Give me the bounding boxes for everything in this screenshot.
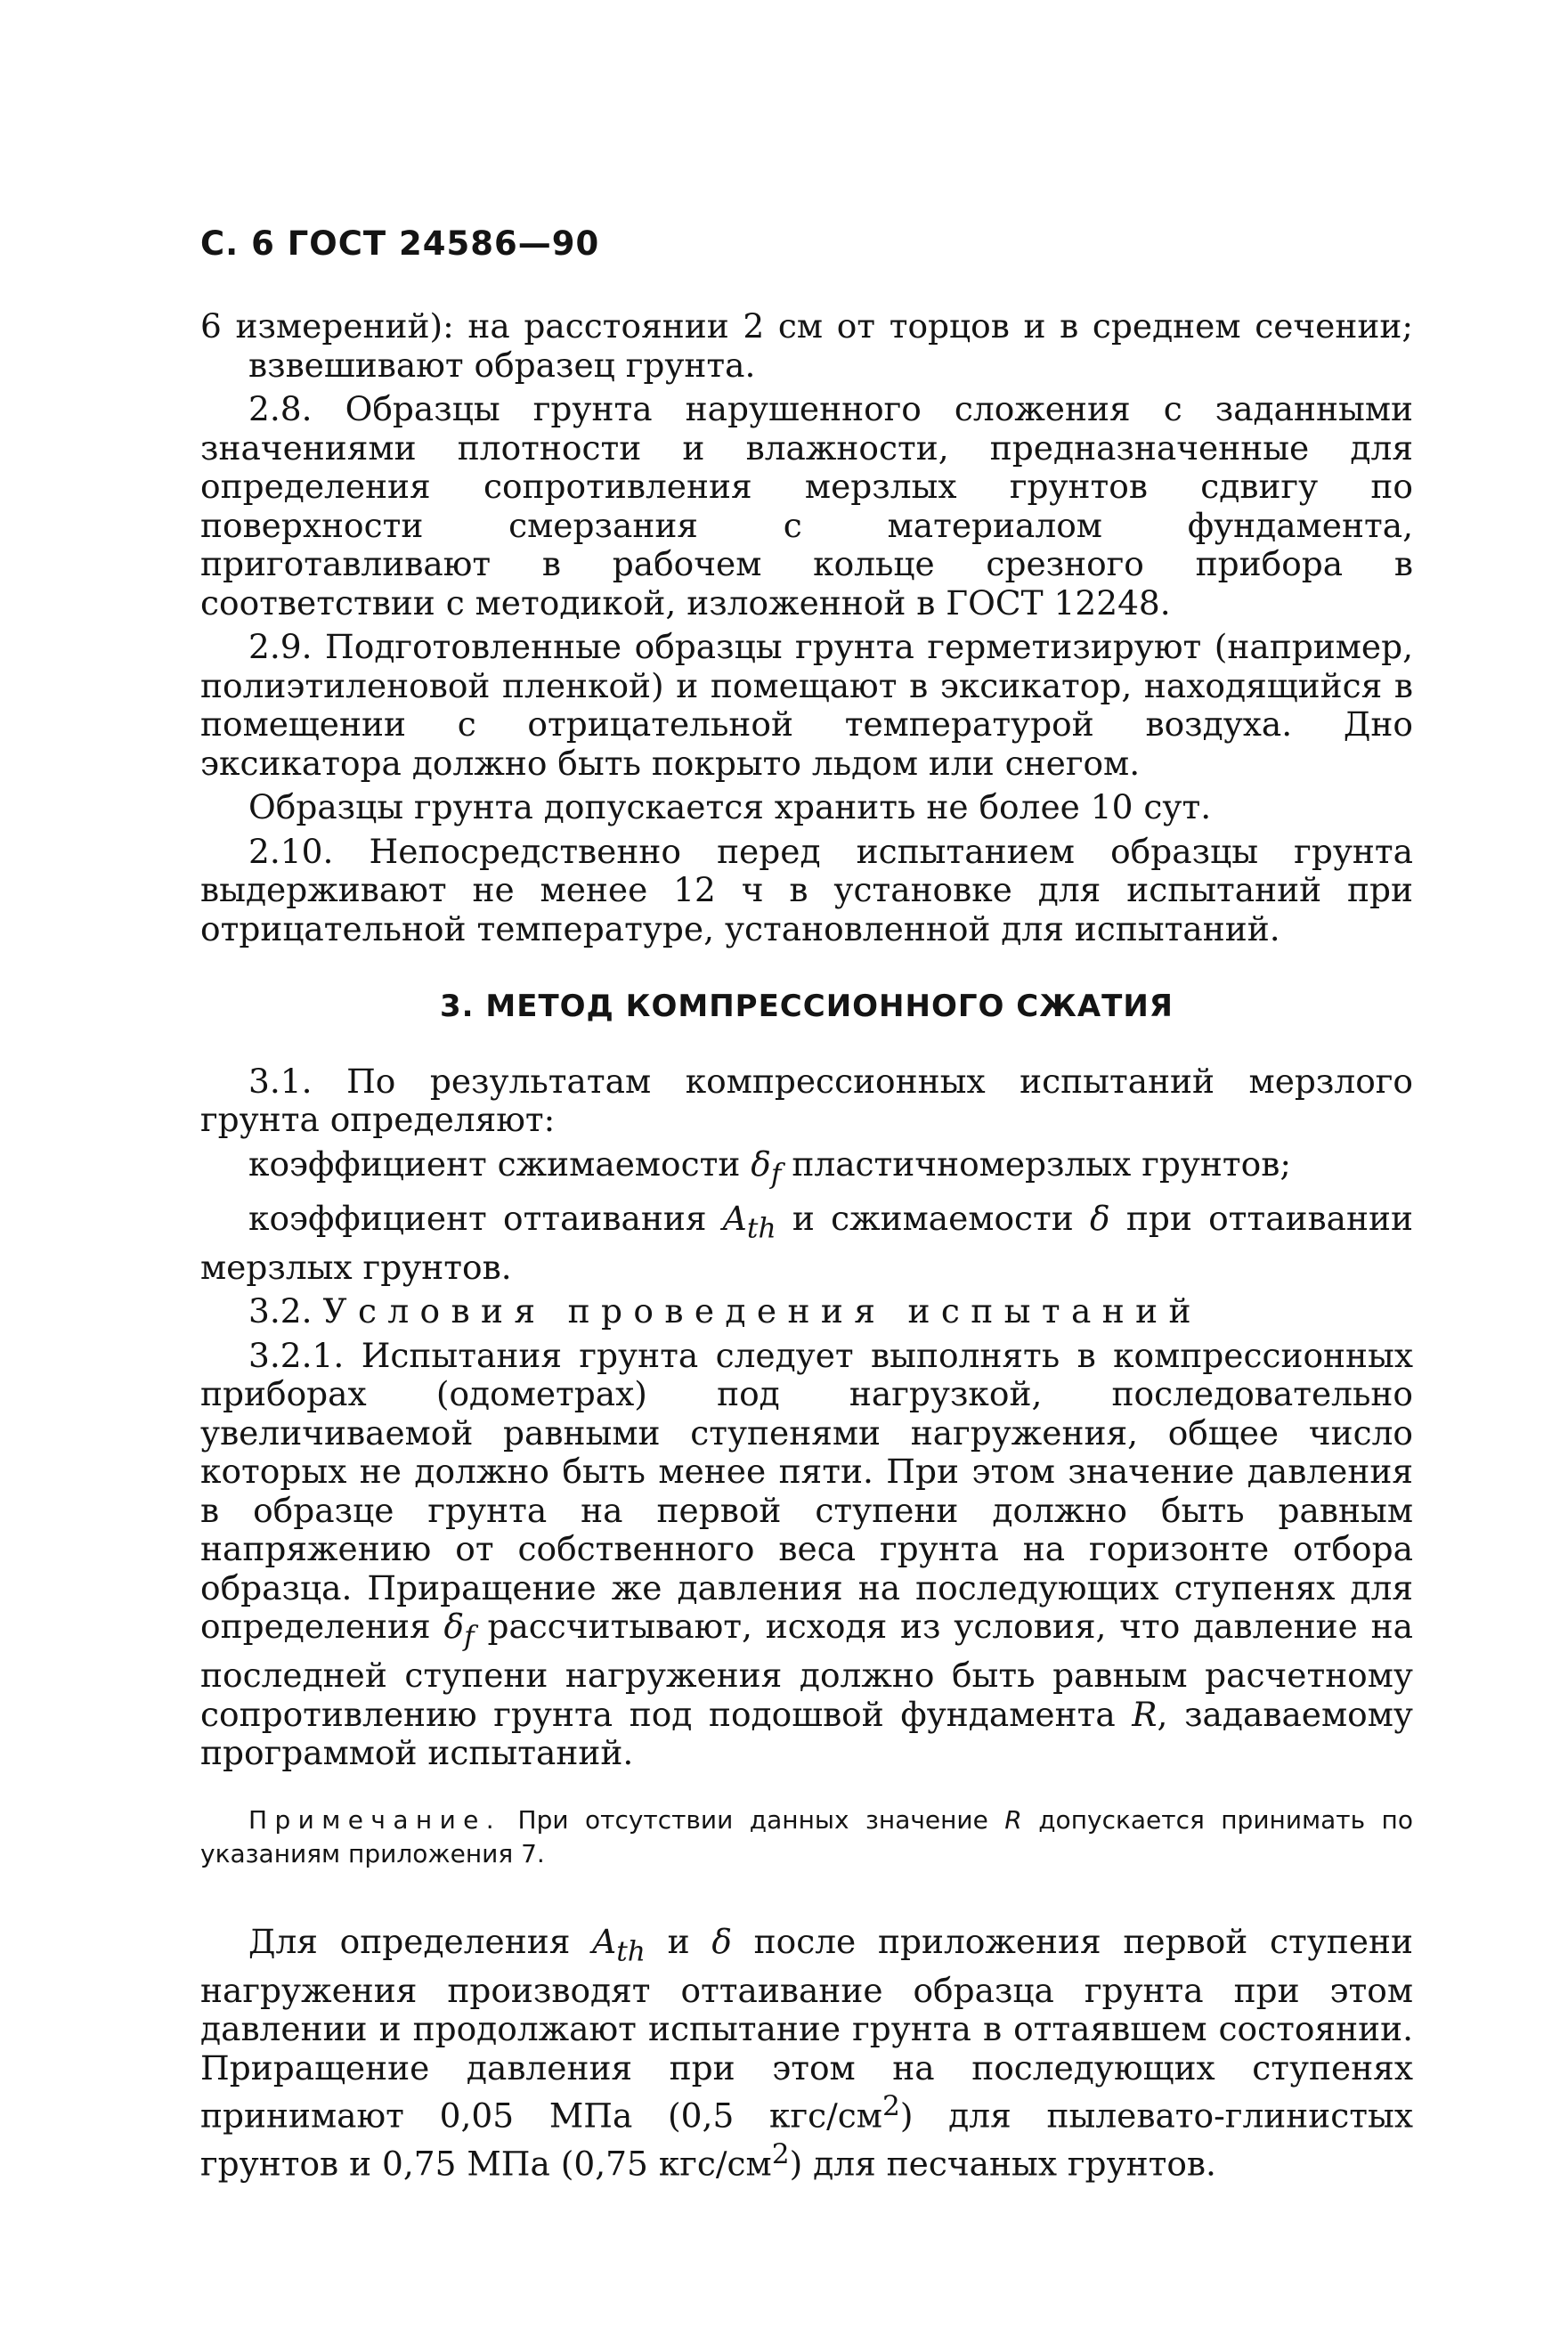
section-3-heading: 3. МЕТОД КОМПРЕССИОННОГО СЖАТИЯ: [439, 989, 1174, 1024]
paragraph-measurements: 6 измерений): на расстоянии 2 см от торцов и в среднем сечении; взвешивают образец грунта.: [200, 306, 1413, 385]
paragraph-thawing-procedure: Для определения $A_{th}$ и δ после приложения первой ступени нагружения производят оттаивание образца грунта при этом давлении и продолжают испытание грунта в оттаявшем состоянии. Приращение давления при этом на последующих ступенях принимают 0,05 МПа (0,5 кгс/$см^2$) для пылевато-глинистых грунтов и 0,75 МПа (0,75 кгс/$см^2$) для песчаных грунтов.: [200, 1921, 1413, 2184]
paragraph-2-8: 2.8. Образцы грунта нарушенного сложения с заданными значениями плотности и влажности, предназначенные для определения сопротивления мерзлых грунтов сдвигу по поверхности смерзания с материалом фундамента, приготавливают в рабочем кольце срезного прибора в соответствии с методикой, изложенной в ГОСТ 12248.: [200, 389, 1413, 623]
note-paragraph: Примечание. При отсутствии данных значение R допускается принимать по указаниям приложения 7.: [200, 1804, 1413, 1868]
document-body: [200, 307, 1413, 2189]
paragraph-3-2-1: 3.2.1. Испытания грунта следует выполнять в компрессионных приборах (одометрах) под нагрузкой, последовательно увеличиваемой равными ступенями нагружения, общее число которых не должно быть менее пяти. При этом значение давления в образце грунта на первой ступени должно быть равным напряжению от собственного веса грунта на горизонте отбора образца. Приращение же давления на последующих ступенях для определения $\delta_f$ рассчитывают, исходя из условия, что давление на последней ступени нагружения должно быть равным расчетному сопротивлению грунта под подошвой фундамента R, задаваемому программой испытаний.: [200, 1335, 1413, 1772]
list-item-compressibility: коэффициент сжимаемости $\delta_f$ пластичномерзлых грунтов;: [248, 1144, 1291, 1190]
subsection-3-2-heading: 3.2. Условия проведения испытаний: [248, 1291, 1202, 1331]
paragraph-2-9: 2.9. Подготовленные образцы грунта герметизируют (например, полиэтиленовой пленкой) и помещают в эксикатор, находящийся в помещении с отрицательной температурой воздуха. Дно эксикатора должно быть покрыто льдом или снегом.: [200, 627, 1413, 783]
list-item-thawing: коэффициент оттаивания $A_{th}$ и сжимаемости δ при оттаивании мерзлых грунтов.: [200, 1198, 1413, 1287]
paragraph-2-10: 2.10. Непосредственно перед испытанием образцы грунта выдерживают не менее 12 ч в установке для испытаний при отрицательной температуре, установленной для испытаний.: [200, 831, 1413, 948]
page-header: С. 6 ГОСТ 24586—90: [200, 224, 600, 263]
paragraph-3-1: 3.1. По результатам компрессионных испытаний мерзлого грунта определяют:: [200, 1061, 1413, 1139]
paragraph-storage: Образцы грунта допускается хранить не более 10 сут.: [248, 787, 1212, 826]
